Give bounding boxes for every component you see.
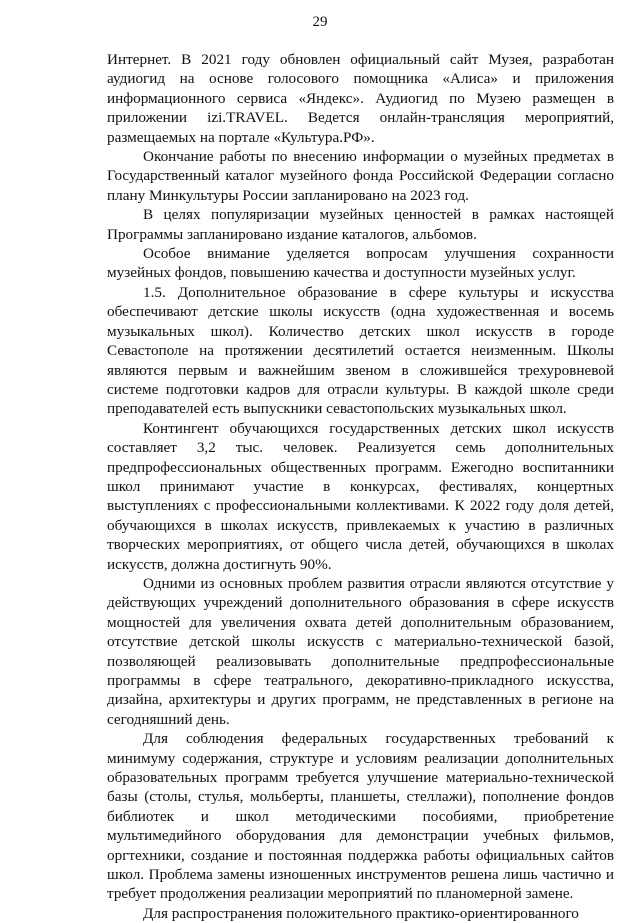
paragraph-practice-distribution: Для распространения положительного практико-ориентированного bbox=[143, 904, 579, 922]
paragraph-additional-education: 1.5. Дополнительное образование в сфере культуры и искусства обеспечивают детские школы искусств (одна художественная и восемь музыкальных школ). Количество детских школ искусств в городе Севастополе на протяжении десятилетий остается неизменным. Школы являются первым и важнейшим звеном в сложившейся трехуровневой системе подготовки кадров для отрасли культуры. В каждой школе среди преподавателей есть выпускники севастопольских музыкальных школ. bbox=[107, 283, 614, 418]
paragraph-development-problems: Одними из основных проблем развития отрасли являются отсутствие у действующих учреждений дополнительного образования в сфере искусств мощностей для увеличения охвата детей дополнительным образованием, отсутствие детской школы искусств с материально-технической базой, позволяющей реализовывать дополнительные предпрофессиональные программы в сфере театрального, декоративно-прикладного искусства, дизайна, архитектуры и других программ, не представленных в регионе на сегодняшний день. bbox=[107, 574, 614, 728]
paragraph-student-contingent: Контингент обучающихся государственных детских школ искусств составляет 3,2 тыс. человек. Реализуется семь дополнительных предпрофессиональных общественных программ. Ежегодно воспитанники школ принимают участие в конкурсах, фестивалях, концертных выступлениях с профессиональными коллективами. К 2022 году доля детей, обучающихся в школах искусств, привлекаемых к участию в различных творческих мероприятиях, от общего числа детей, обучающихся в школах искусств, должна достигнуть 90%. bbox=[107, 419, 614, 573]
paragraph-museum-preservation: Особое внимание уделяется вопросам улучшения сохранности музейных фондов, повышению качества и доступности музейных услуг. bbox=[107, 245, 614, 282]
page-number: 29 bbox=[312, 14, 328, 30]
paragraph-federal-requirements: Для соблюдения федеральных государственных требований к минимуму содержания, структуре и условиям реализации дополнительных образовательных программ требуется улучшение материально-технической базы (столы, стулья, мольберты, планшеты, стеллажи), пополнение фондов библиотек и школ методическими пособиями, приобретение мультимедийного оборудования для демонстрации учебных фильмов, оргтехники, создание и постоянная поддержка работы официальных сайтов школ. Проблема замены изношенных инструментов решена лишь частично и требует продолжения реализации мероприятий по планомерной замене. bbox=[107, 730, 614, 903]
paragraph-state-catalog: Окончание работы по внесению информации о музейных предметах в Государственный каталог музейного фонда Российской Федерации согласно плану Минкультуры России запланировано на 2023 год. bbox=[107, 148, 614, 204]
document-body bbox=[107, 50, 614, 923]
paragraph-museum-website: Интернет. В 2021 году обновлен официальный сайт Музея, разработан аудиогид на основе голосового помощника «Алиса» и приложения информационного сервиса «Яндекс». Аудиогид по Музею размещен в приложении izi.TRAVEL. Ведется онлайн-трансляция мероприятий, размещаемых на портале «Культура.РФ». bbox=[107, 51, 614, 146]
paragraph-catalog-publishing: В целях популяризации музейных ценностей в рамках настоящей Программы запланировано издание каталогов, альбомов. bbox=[107, 206, 614, 243]
